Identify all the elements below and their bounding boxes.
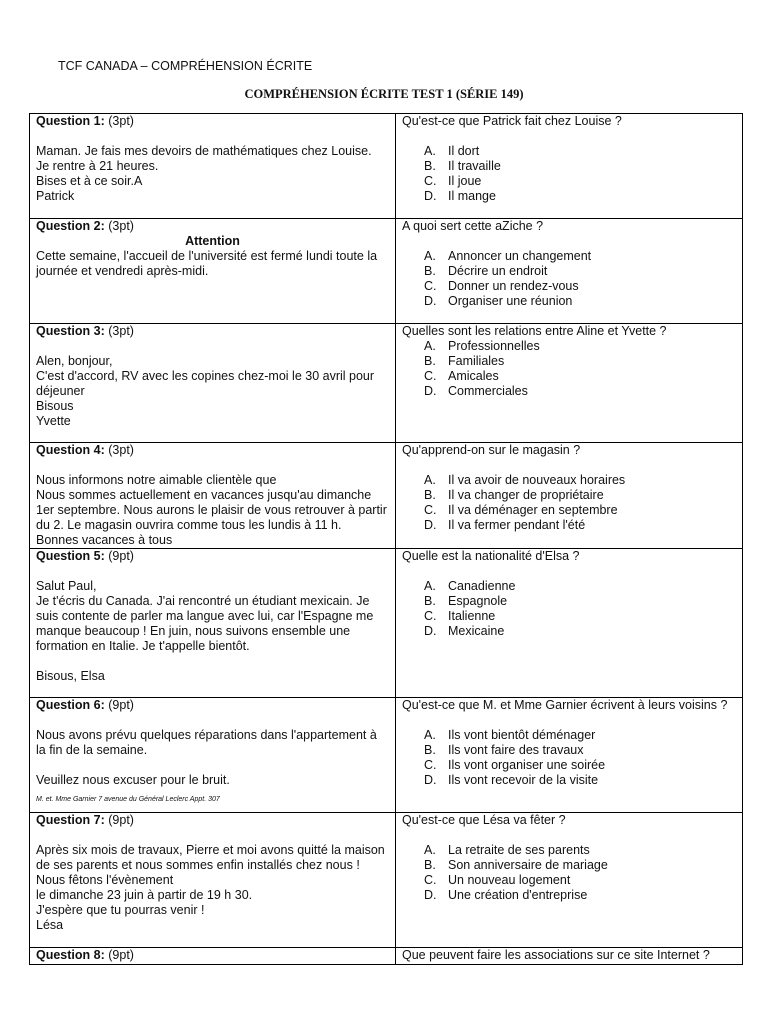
question-text-cell [30,324,396,443]
answer-option[interactable]: B. Ils vont faire des travaux [424,743,584,757]
text-line: Bisous, Elsa [36,669,105,683]
question-label: Question 1: [36,114,105,128]
answer-option[interactable]: D. Mexicaine [424,624,505,638]
question-text-cell [30,219,396,324]
question-points: (9pt) [108,698,134,712]
text-line: Salut Paul, [36,579,97,593]
answer-option[interactable]: A. Professionnelles [424,339,540,353]
question-label: Question 2: [36,219,105,233]
question-row-3 [30,324,743,443]
text-line: Veuillez nous excuser pour le bruit. [36,773,230,787]
sender-signature: M. et. Mme Garnier 7 avenue du Général Leclerc Appt. 307 [36,796,220,803]
question-options-cell [396,549,743,698]
question-prompt: Quelle est la nationalité d'Elsa ? [402,549,580,563]
answer-options [402,339,736,399]
answer-option[interactable]: D. Organiser une réunion [424,294,573,308]
text-line: Patrick [36,189,75,203]
question-text-cell [30,948,396,965]
question-options-cell [396,114,743,219]
answer-options [402,728,736,788]
question-text-cell [30,114,396,219]
question-text-cell [30,813,396,948]
text-line: le dimanche 23 juin à partir de 19 h 30. [36,888,253,902]
answer-option[interactable]: D. Il va fermer pendant l'été [424,518,586,532]
question-prompt: Qu'est-ce que M. et Mme Garnier écrivent à leurs voisins ? [402,698,728,712]
answer-option[interactable]: A. Annoncer un changement [424,249,592,263]
question-label: Question 3: [36,324,105,338]
answer-option[interactable]: B. Il va changer de propriétaire [424,488,604,502]
question-row-4 [30,443,743,549]
question-text-cell [30,549,396,698]
question-prompt: Qu'est-ce que Lésa va fêter ? [402,813,566,827]
answer-option[interactable]: C. Un nouveau logement [424,873,571,887]
question-label: Question 6: [36,698,105,712]
question-row-1 [30,114,743,219]
answer-option[interactable]: B. Décrire un endroit [424,264,548,278]
question-options-cell [396,948,743,965]
answer-option[interactable]: A. Il va avoir de nouveaux horaires [424,473,626,487]
answer-options [402,473,736,533]
question-points: (3pt) [108,443,134,457]
answer-option[interactable]: D. Commerciales [424,384,528,398]
question-options-cell [396,698,743,813]
answer-option[interactable]: A. La retraite de ses parents [424,843,590,857]
question-label: Question 4: [36,443,105,457]
question-options-cell [396,324,743,443]
question-prompt: Que peuvent faire les associations sur ce site Internet ? [402,948,710,962]
question-text-cell [30,698,396,813]
answer-option[interactable]: B. Familiales [424,354,505,368]
text-line: Bisous [36,399,74,413]
question-label: Question 7: [36,813,105,827]
answer-option[interactable]: C. Ils vont organiser une soirée [424,758,606,772]
questions-table [29,113,743,965]
text-line: Après six mois de travaux, Pierre et moi avons quitté la maison de ses parents et nous sommes enfin installés chez nous ! [36,843,385,872]
answer-option[interactable]: C. Donner un rendez-vous [424,279,579,293]
answer-option[interactable]: A. Ils vont bientôt déménager [424,728,596,742]
question-row-5 [30,549,743,698]
text-line: Je t'écris du Canada. J'ai rencontré un étudiant mexicain. Je suis contente de parler ma langue avec lui, car l'Espagne me manque beaucoup ! En juin, nous suivons ensemble une formation en Italie. Je t'appelle bientôt. [36,594,374,653]
question-points: (9pt) [108,549,134,563]
answer-option[interactable]: C. Il joue [424,174,482,188]
text-line: Alen, bonjour, [36,354,113,368]
text-line: Nous informons notre aimable clientèle que [36,473,277,487]
document-header: TCF CANADA – COMPRÉHENSION ÉCRITE [58,59,313,73]
answer-option[interactable]: D. Il mange [424,189,496,203]
answer-option[interactable]: A. Canadienne [424,579,516,593]
answer-options [402,843,736,903]
question-row-2 [30,219,743,324]
question-prompt: Quelles sont les relations entre Aline et Yvette ? [402,324,667,338]
text-line: J'espère que tu pourras venir ! [36,903,205,917]
question-points: (9pt) [108,813,134,827]
text-line: Lésa [36,918,64,932]
text-line: Nous sommes actuellement en vacances jusqu'au dimanche 1er septembre. Nous aurons le plaisir de vous retrouver à partir du 2. Le magasin ouvrira comme tous les lundis à 11 h. [36,488,387,532]
text-line: Nous avons prévu quelques réparations dans l'appartement à la fin de la semaine. [36,728,377,757]
answer-option[interactable]: A. Il dort [424,144,480,158]
question-points: (3pt) [108,324,134,338]
answer-option[interactable]: C. Italienne [424,609,496,623]
answer-option[interactable]: B. Son anniversaire de mariage [424,858,608,872]
question-points: (9pt) [108,948,134,962]
question-row-7 [30,813,743,948]
answer-options [402,144,736,204]
question-text-cell [30,443,396,549]
question-options-cell [396,813,743,948]
question-row-8 [30,948,743,965]
test-title: COMPRÉHENSION ÉCRITE TEST 1 (SÉRIE 149) [244,87,524,101]
text-line: Maman. Je fais mes devoirs de mathématiques chez Louise. [36,144,372,158]
text-line: Cette semaine, l'accueil de l'université est fermé lundi toute la journée et vendredi après-midi. [36,249,378,278]
question-points: (3pt) [108,114,134,128]
question-label: Question 5: [36,549,105,563]
question-prompt: Qu'est-ce que Patrick fait chez Louise ? [402,114,622,128]
question-prompt: Qu'apprend-on sur le magasin ? [402,443,581,457]
text-line: Yvette [36,414,71,428]
answer-option[interactable]: C. Amicales [424,369,499,383]
answer-option[interactable]: B. Espagnole [424,594,508,608]
question-label: Question 8: [36,948,105,962]
answer-options [402,579,736,639]
question-row-6 [30,698,743,813]
answer-option[interactable]: C. Il va déménager en septembre [424,503,618,517]
text-line: C'est d'accord, RV avec les copines chez-moi le 30 avril pour déjeuner [36,369,375,398]
answer-option[interactable]: D. Ils vont recevoir de la visite [424,773,599,787]
question-points: (3pt) [108,219,134,233]
answer-options [402,249,736,309]
notice-heading: Attention [185,234,240,248]
answer-option[interactable]: B. Il travaille [424,159,501,173]
text-line: Bises et à ce soir.A [36,174,143,188]
question-options-cell [396,219,743,324]
answer-option[interactable]: D. Une création d'entreprise [424,888,588,902]
question-options-cell [396,443,743,549]
text-line: Je rentre à 21 heures. [36,159,159,173]
question-prompt: A quoi sert cette aZiche ? [402,219,544,233]
text-line: Nous fêtons l'évènement [36,873,174,887]
text-line: Bonnes vacances à tous [36,533,173,547]
